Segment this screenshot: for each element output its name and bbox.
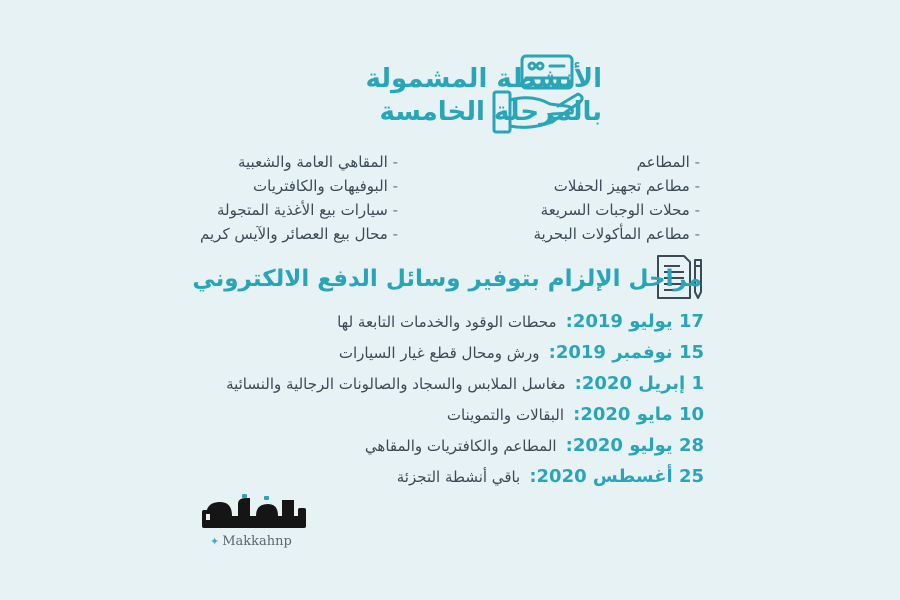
logo-handle-text: Makkahnp — [222, 534, 292, 549]
timeline-item: 10 مايو 2020: البقالات والتموينات — [446, 404, 704, 425]
list-item: - المطاعم — [460, 150, 700, 174]
list-item: - مطاعم المأكولات البحرية — [460, 222, 700, 246]
timeline-desc: باقي أنشطة التجزئة — [396, 468, 521, 486]
timeline-item: 15 نوفمبر 2019: ورش ومحال قطع غيار السيارات — [338, 342, 704, 363]
timeline-date: 28 يوليو 2020 — [572, 435, 704, 456]
activities-list-right — [460, 150, 700, 246]
list-item: - مطاعم تجهيز الحفلات — [460, 174, 700, 198]
timeline-item: 25 أغسطس 2020: باقي أنشطة التجزئة — [396, 466, 704, 487]
timeline-item: 1 إبريل 2020: مغاسل الملابس والسجاد والصالونات الرجالية والنسائية — [226, 373, 704, 394]
stages-heading: مراحل الإلزام بتوفير وسائل الدفع الالكتروني — [192, 266, 702, 292]
timeline-date: 17 يوليو 2019 — [572, 311, 704, 332]
timeline-date: 25 أغسطس 2020 — [536, 466, 704, 487]
timeline-desc: البقالات والتموينات — [446, 406, 565, 424]
list-item: - محال بيع العصائر والآيس كريم — [138, 222, 398, 246]
activities-list-left — [138, 150, 398, 246]
list-item: - سيارات بيع الأغذية المتجولة — [138, 198, 398, 222]
timeline-date: 15 نوفمبر 2019 — [555, 342, 704, 363]
logo-handle — [210, 534, 292, 549]
timeline-desc: محطات الوقود والخدمات التابعة لها — [337, 313, 557, 331]
timeline-desc: المطاعم والكافتريات والمقاهي — [364, 437, 557, 455]
timeline-item: 28 يوليو 2020: المطاعم والكافتريات والمقاهي — [364, 435, 704, 456]
timeline-date: 10 مايو 2020 — [580, 404, 704, 425]
timeline-list — [184, 308, 704, 494]
twitter-bird-icon: ✦ — [210, 535, 220, 548]
card-in-hand-icon — [492, 50, 588, 136]
activities-heading-line2: بالمرحلة الخامسة — [379, 97, 602, 127]
list-item: - محلات الوجبات السريعة — [460, 198, 700, 222]
timeline-desc: مغاسل الملابس والسجاد والصالونات الرجالية والنسائية — [226, 375, 566, 393]
list-item: - البوفيهات والكافتريات — [138, 174, 398, 198]
timeline-desc: ورش ومحال قطع غيار السيارات — [338, 344, 540, 362]
timeline-item: 17 يوليو 2019: محطات الوقود والخدمات التابعة لها — [337, 311, 704, 332]
list-item: - المقاهي العامة والشعبية — [138, 150, 398, 174]
timeline-date: 1 إبريل 2020 — [581, 373, 704, 394]
activities-heading-line1: الأنشطة المشمولة — [365, 64, 602, 94]
